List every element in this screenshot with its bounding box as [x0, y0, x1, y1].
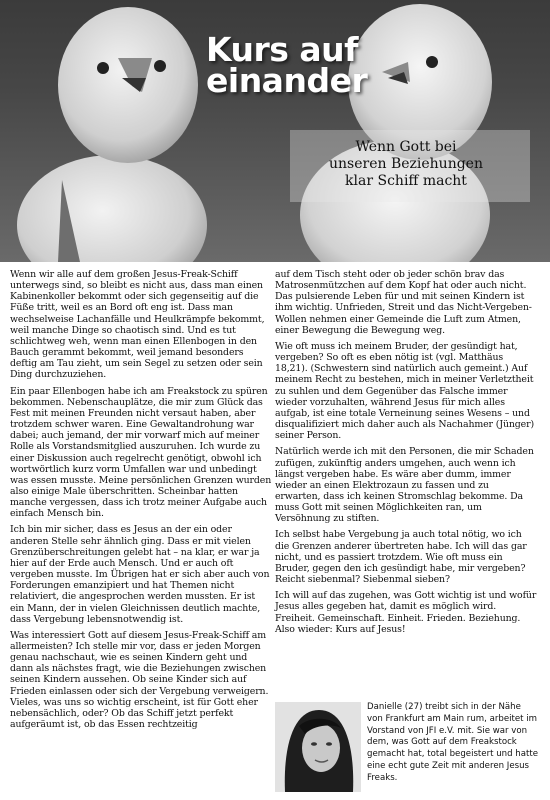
paragraph: auf dem Tisch steht oder ob jeder schön brav das Matrosenmützchen auf dem Kopf hat oder auch nicht. Das pulsierende Leben für und mit seinen Kindern ist ihm wichtig. Unfrieden, Streit und das Nicht-Vergeben-Wollen nehmen einer Gemeinde die Luft zum Atmen, einer Bewegung die Bewegung weg. — [275, 269, 532, 336]
left-seagull — [17, 7, 207, 262]
paragraph: Wie oft muss ich meinem Bruder, der gesündigt hat, vergeben? So oft es eben nötig ist (vgl. Matthäus 18,21). (Schwestern sind natürlich auch gemeint.) Auf meinem Recht zu bestehen, mich in meiner Verletztheit zu suhlen und dem Gegenüber das Falsche immer wieder vorzuhalten, während Jesus für mich alles aufgab, ist eine totale Verneinung seines Wesens – und disqualifiziert mich daher auch als Nachahmer (Jünger) seiner Person. — [275, 340, 534, 442]
text-column-right — [275, 269, 537, 640]
paragraph: Natürlich werde ich mit den Personen, die mir Schaden zufügen, zukünftig anders umgehen, auch wenn ich längst vergeben habe. Es wäre aber dumm, immer wieder an einen Elektrozaun zu fassen und zu erwarten, dass ich keinen Stromschlag bekomme. Da muss Gott mit seinen Möglichkeiten ran, um Versöhnung zu stiften. — [275, 446, 534, 525]
article-subtitle — [296, 139, 516, 190]
paragraph: Ich bin mir sicher, dass es Jesus an der ein oder anderen Stelle sehr ähnlich ging. Dass er mit vielen Grenzüberschreitungen gelebt hat – na klar, er war ja hier auf der Erde auch Mensch. Und er auch oft vergeben musste. Im Übrigen hat er sich aber auch von Forderungen emanzipiert und hat Themen nicht relativiert, die angesprochen werden mussten. Er ist ein Mann, der in vielen Gleichnissen deutlich machte, dass Vergebung lebensnotwendig ist. — [10, 524, 270, 625]
author-portrait-icon — [275, 702, 361, 792]
paragraph: Wenn wir alle auf dem großen Jesus-Freak-Schiff unterwegs sind, so bleibt es nicht aus, dass man einen Kabinenkoller bekommt oder sich gegenseitig auf die Füße tritt, weil es an Bord oft eng ist. Dass man wechselweise Lachanfälle und Heulkrämpfe bekommt, weil manche Dinge so chaotisch sind. Und es tut schlichtweg weh, wenn man einen Ellenbogen in den Bauch gerammt bekommt, weil jemand besonders deftig am Tau zieht, um sein Segel zu setzen oder sein Ding durchzuziehen. — [10, 269, 265, 381]
paragraph: Ich will auf das zugehen, was Gott wichtig ist und wofür Jesus alles gegeben hat, damit es möglich wird. Freiheit. Gemeinschaft. Einheit. Frieden. Beziehung. Also wieder: Kurs auf Jesus! — [275, 590, 537, 635]
hero-photo-seagulls — [0, 0, 550, 262]
paragraph: Was interessiert Gott auf diesem Jesus-Freak-Schiff am allermeisten? Ich stelle mir vor, dass er jeden Morgen genau nachschaut, wie es seinen Kindern geht und dann als nächstes fragt, wie die Beziehungen zwischen seinen Kindern aussehen. Ob seine Kinder sich auf Frieden einlassen oder sich der Vergebung verweigern. Vieles, was uns so wichtig erscheint, ist für Gott eher nebensächlich, oder? Ob das Schiff jetzt perfekt aufgeräumt ist, ob das Essen rechtzeitig — [10, 629, 269, 731]
author-bio — [275, 702, 540, 794]
text-column-left — [10, 269, 272, 735]
paragraph: Ich selbst habe Vergebung ja auch total nötig, wo ich die Grenzen anderer übertreten habe. Ich will das gar nicht, und es passiert trotzdem. Wie oft muss ein Bruder, gegen den ich gesündigt habe, mir vergeben? Reicht siebenmal? Siebenmal sieben? — [275, 529, 527, 586]
title-line-1: Kurs auf — [206, 30, 359, 69]
paragraph: Ein paar Ellenbogen habe ich am Freakstock zu spüren bekommen. Nebenschauplätze, die mir zum Glück das Fest mit meinen Freunden nicht versaut haben, aber trotzdem schwer waren. Eine Gewaltandrohung war dabei; auch jemand, der mir vorwarf mich auf meiner Rolle als Vorstandsmitglied auszuruhen. Ich wurde zu einer Diskussion auch regelrecht genötigt, obwohl ich wortwörtlich kurz vorm Umfallen war und unbedingt was essen musste. Meine persönlichen Grenzen wurden also einige Male überschritten. Scheinbar hatten manche vergessen, dass ich trotz meiner Aufgabe auch einfach Mensch bin. — [10, 385, 272, 520]
author-photo — [275, 702, 361, 792]
author-bio-text: Danielle (27) treibt sich in der Nähe von Frankfurt am Main rum, arbeitet im Vorstand von JFI e.V. mit. Sie war von dem, was Gott auf dem Freakstock gemacht hat, total begeistert und hatte eine echt gute Zeit mit anderen Jesus Freaks. — [367, 702, 539, 783]
subtitle-line-1: Wenn Gott bei — [355, 139, 457, 155]
title-line-2: einander — [206, 61, 368, 100]
article-title — [206, 30, 368, 100]
subtitle-line-3: klar Schiff macht — [345, 173, 467, 189]
subtitle-line-2: unseren Beziehungen — [329, 156, 483, 172]
